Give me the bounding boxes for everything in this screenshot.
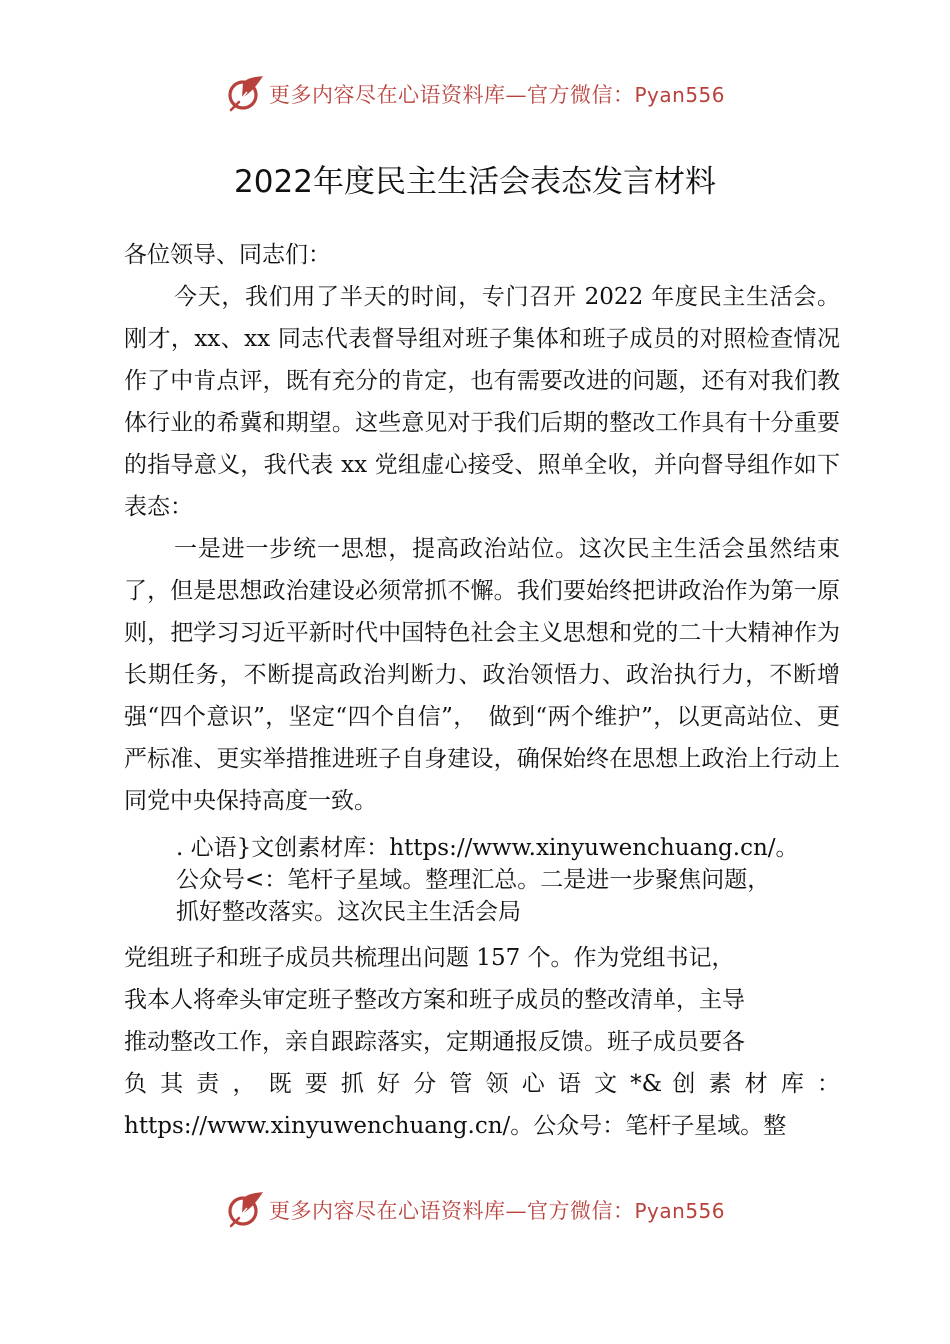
- wechat-id: Pyan556: [634, 1199, 725, 1223]
- document-title: 2022年度民主生活会表态发言材料: [234, 164, 716, 200]
- text-line: 负 其 责 ， 既 要 抓 好 分 管 领 心 语 文 *& 创 素 材 库 ：: [124, 1071, 840, 1097]
- wechat-id: Pyan556: [634, 83, 725, 107]
- quill-logo-icon: [225, 1190, 265, 1230]
- paragraph-point-one: 一是进一步统一思想，提高政治站位。这次民主生活会虽然结束了，但是思想政治建设必须常抓不懈。我们要始终把讲政治作为第一原则，把学习习近平新时代中国特色社会主义思想和党的二十大精神作为长期任务，不断提高政治判断力、政治领悟力、政治执行力，不断增强“四个意识”，坚定“四个自信”， 做到“两个维护”，以更高站位、更严标准、更实举措推进班子自身建设，确保始终在思想上政治上行动上同党中央保持高度一致。: [124, 536, 840, 814]
- ocr-line: 抓好整改落实。这次民主生活会局: [176, 899, 521, 925]
- body-text: [124, 234, 840, 822]
- ocr-line: . 心语}文创素材库：https://www.xinyuwenchuang.cn/。: [176, 835, 799, 861]
- banner-text: 更多内容尽在心语资料库—官方微信：Pyan556: [268, 83, 725, 107]
- ocr-inserted-text: [176, 832, 840, 928]
- ocr-line: 公众号<：笔杆子星域。整理汇总。二是进一步聚焦问题，: [176, 867, 771, 893]
- banner-text: 更多内容尽在心语资料库—官方微信：Pyan556: [268, 1199, 725, 1223]
- text-line: https://www.xinyuwenchuang.cn/。公众号：笔杆子星域。整: [124, 1113, 787, 1139]
- text-line: 党组班子和班子成员共梳理出问题 157 个。作为党组书记，: [124, 945, 735, 971]
- paragraph-intro: 今天，我们用了半天的时间，专门召开 2022 年度民主生活会。刚才，xx、xx 同志代表督导组对班子集体和班子成员的对照检查情况作了中肯点评，既有充分的肯定，也有需要改进的问题，还有对我们教体行业的希冀和期望。这些意见对于我们后期的整改工作具有十分重要的指导意义，我代表 xx 党组虚心接受、照单全收，并向督导组作如下表态：: [124, 284, 840, 520]
- footer-banner: [0, 1190, 950, 1230]
- lower-text: [124, 937, 840, 1147]
- salutation: 各位领导、同志们：: [124, 242, 331, 268]
- quill-logo-icon: [225, 74, 265, 114]
- text-line: 推动整改工作，亲自跟踪落实，定期通报反馈。班子成员要各: [124, 1029, 745, 1055]
- header-banner: [0, 74, 950, 114]
- text-line: 我本人将牵头审定班子整改方案和班子成员的整改清单，主导: [124, 987, 745, 1013]
